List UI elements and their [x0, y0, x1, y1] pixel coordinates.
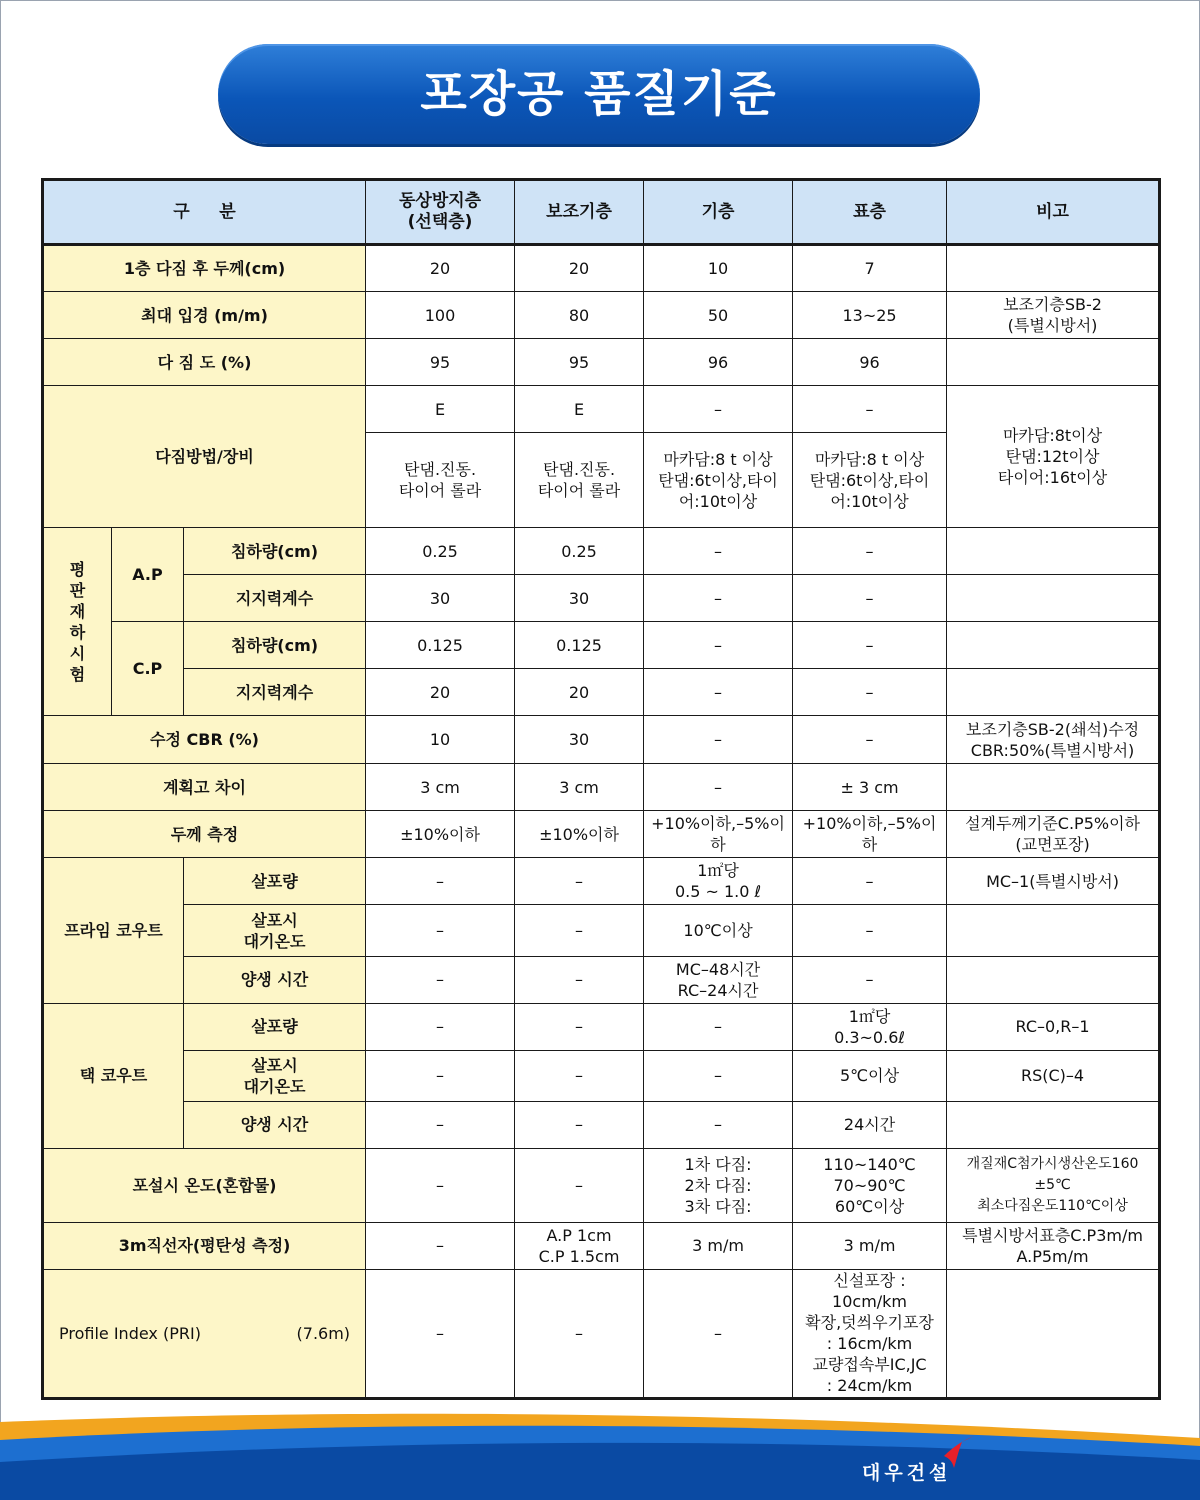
cell: 0.125	[515, 622, 644, 669]
row-label-grade: 계획고 차이	[43, 764, 366, 811]
row-label-max-size: 최대 입경 (m/m)	[43, 292, 366, 339]
cell: –	[366, 1222, 515, 1269]
cell: –	[644, 1050, 793, 1101]
note-cell	[947, 339, 1160, 386]
cell: 20	[515, 245, 644, 292]
cell: –	[515, 1003, 644, 1050]
cell: 24시간	[793, 1101, 947, 1148]
note-cell: 개질재C첨가시생산온도160 ±5℃ 최소다짐온도110℃이상	[947, 1148, 1160, 1222]
row-label-laying-temp: 포설시 온도(혼합물)	[43, 1148, 366, 1222]
table-row	[43, 622, 1160, 669]
note-cell	[947, 956, 1160, 1003]
cell: 30	[366, 575, 515, 622]
table-row	[43, 905, 1160, 956]
cell: ± 3 cm	[793, 764, 947, 811]
cell: –	[793, 622, 947, 669]
cell: –	[644, 622, 793, 669]
cell: 1차 다짐: 2차 다짐: 3차 다짐:	[644, 1148, 793, 1222]
row-label-tack-coat: 택 코우트	[43, 1003, 184, 1148]
cell: 95	[515, 339, 644, 386]
cell: 100	[366, 292, 515, 339]
table-row	[43, 1222, 1160, 1269]
header-subbase: 보조기층	[515, 180, 644, 245]
table-header-row	[43, 180, 1160, 245]
cell: –	[644, 716, 793, 764]
table-row	[43, 956, 1160, 1003]
sublabel-air-temp: 살포시 대기온도	[184, 1050, 366, 1101]
cell: –	[515, 1148, 644, 1222]
cell: –	[644, 1101, 793, 1148]
cell: –	[793, 956, 947, 1003]
header-frost-layer: 동상방지층 (선택층)	[366, 180, 515, 245]
cell: –	[515, 858, 644, 905]
note-cell: 특별시방서표층C.P3m/m A.P5m/m	[947, 1222, 1160, 1269]
sublabel-ap: A.P	[112, 528, 184, 622]
table-row	[43, 1148, 1160, 1222]
cell: –	[366, 905, 515, 956]
note-cell	[947, 764, 1160, 811]
sublabel-bearing-coef: 지지력계수	[184, 669, 366, 716]
header-category: 구 분	[43, 180, 366, 245]
cell: E	[515, 386, 644, 433]
cell: –	[515, 905, 644, 956]
cell: 30	[515, 575, 644, 622]
note-cell: RS(C)–4	[947, 1050, 1160, 1101]
cell: –	[366, 1050, 515, 1101]
sublabel-settlement: 침하량(cm)	[184, 622, 366, 669]
row-label-plate-load-test: 평 판 재 하 시 험	[43, 528, 112, 716]
cell: –	[366, 956, 515, 1003]
row-label-compaction: 다 짐 도 (%)	[43, 339, 366, 386]
cell: +10%이하,–5%이 하	[644, 811, 793, 858]
cell: 13~25	[793, 292, 947, 339]
cell: 80	[515, 292, 644, 339]
note-cell: 보조기층SB-2(쇄석)수정 CBR:50%(특별시방서)	[947, 716, 1160, 764]
sublabel-cp: C.P	[112, 622, 184, 716]
cell: –	[793, 386, 947, 433]
cell: 10℃이상	[644, 905, 793, 956]
cell: 1㎡당 0.5 ~ 1.0 ℓ	[644, 858, 793, 905]
row-label-thickness-measure: 두께 측정	[43, 811, 366, 858]
cell: –	[644, 764, 793, 811]
header-surface: 표층	[793, 180, 947, 245]
table-row	[43, 764, 1160, 811]
cell: ±10%이하	[366, 811, 515, 858]
table-row	[43, 858, 1160, 905]
table-row	[43, 811, 1160, 858]
sublabel-cure-time: 양생 시간	[184, 1101, 366, 1148]
footer-wave	[0, 1400, 1200, 1500]
header-base: 기층	[644, 180, 793, 245]
cell: –	[793, 575, 947, 622]
cell: E	[366, 386, 515, 433]
row-label-prime-coat: 프라임 코우트	[43, 858, 184, 1003]
cell: –	[366, 858, 515, 905]
cell: 110~140℃ 70~90℃ 60℃이상	[793, 1148, 947, 1222]
cell: –	[793, 669, 947, 716]
table-row	[43, 386, 1160, 433]
cell: –	[644, 1269, 793, 1398]
cell: –	[793, 528, 947, 575]
cell: –	[515, 956, 644, 1003]
page-title: 포장공 품질기준	[420, 66, 778, 122]
cell: 0.25	[366, 528, 515, 575]
note-cell	[947, 245, 1160, 292]
note-cell: RC–0,R–1	[947, 1003, 1160, 1050]
cell: 7	[793, 245, 947, 292]
note-cell	[947, 528, 1160, 575]
cell: 5℃이상	[793, 1050, 947, 1101]
row-label-pri	[43, 1269, 366, 1398]
cell: 30	[515, 716, 644, 764]
cell: –	[793, 905, 947, 956]
cell: 20	[366, 669, 515, 716]
brand-name: 대우건설	[862, 1462, 952, 1484]
cell: 96	[793, 339, 947, 386]
table-row	[43, 1269, 1160, 1398]
sublabel-settlement: 침하량(cm)	[184, 528, 366, 575]
cell: 50	[644, 292, 793, 339]
cell: –	[515, 1269, 644, 1398]
note-cell: 마카담:8t이상 탄댐:12t이상 타이어:16t이상	[947, 386, 1160, 528]
note-cell	[947, 1269, 1160, 1398]
cell: 10	[644, 245, 793, 292]
cell: 탄댐.진동. 타이어 롤라	[515, 433, 644, 528]
cell: MC–48시간 RC–24시간	[644, 956, 793, 1003]
pri-length: (7.6m)	[296, 1323, 351, 1343]
row-label-cbr: 수정 CBR (%)	[43, 716, 366, 764]
cell: 96	[644, 339, 793, 386]
cell: A.P 1cm C.P 1.5cm	[515, 1222, 644, 1269]
cell: 95	[366, 339, 515, 386]
cell: 신설포장 : 10cm/km 확장,덧씌우기포장 : 16cm/km 교량접속부IC,JC : 24cm/km	[793, 1269, 947, 1398]
cell: –	[644, 528, 793, 575]
cell: –	[366, 1003, 515, 1050]
cell: +10%이하,–5%이 하	[793, 811, 947, 858]
table-row	[43, 1003, 1160, 1050]
cell: 3 m/m	[793, 1222, 947, 1269]
cell: 1㎡당 0.3~0.6ℓ	[793, 1003, 947, 1050]
sublabel-air-temp: 살포시 대기온도	[184, 905, 366, 956]
table-row	[43, 575, 1160, 622]
sublabel-spray-amount: 살포량	[184, 858, 366, 905]
table-row	[43, 1101, 1160, 1148]
cell: –	[515, 1050, 644, 1101]
cell: 0.125	[366, 622, 515, 669]
cell: 3 cm	[366, 764, 515, 811]
table-row	[43, 1050, 1160, 1101]
cell: 3 cm	[515, 764, 644, 811]
sublabel-spray-amount: 살포량	[184, 1003, 366, 1050]
cell: 마카담:8 t 이상 탄댐:6t이상,타이 어:10t이상	[644, 433, 793, 528]
row-label-method: 다짐방법/장비	[43, 386, 366, 528]
note-cell: 설계두께기준C.P5%이하 (교면포장)	[947, 811, 1160, 858]
cell: ±10%이하	[515, 811, 644, 858]
cell: 0.25	[515, 528, 644, 575]
cell: 20	[515, 669, 644, 716]
cell: –	[366, 1101, 515, 1148]
cell: 3 m/m	[644, 1222, 793, 1269]
table-row	[43, 528, 1160, 575]
cell: –	[644, 1003, 793, 1050]
table-row	[43, 716, 1160, 764]
cell: 10	[366, 716, 515, 764]
note-cell: MC–1(특별시방서)	[947, 858, 1160, 905]
cell: –	[515, 1101, 644, 1148]
cell: –	[793, 716, 947, 764]
row-label-straightedge: 3m직선자(평탄성 측정)	[43, 1222, 366, 1269]
note-cell	[947, 669, 1160, 716]
table-row	[43, 669, 1160, 716]
note-cell	[947, 622, 1160, 669]
table-row	[43, 245, 1160, 292]
pri-label: Profile Index (PRI)	[59, 1323, 201, 1343]
table-row	[43, 292, 1160, 339]
sublabel-cure-time: 양생 시간	[184, 956, 366, 1003]
cell: 마카담:8 t 이상 탄댐:6t이상,타이 어:10t이상	[793, 433, 947, 528]
note-cell	[947, 905, 1160, 956]
cell: –	[366, 1148, 515, 1222]
quality-standard-table	[41, 178, 1161, 1400]
sublabel-bearing-coef: 지지력계수	[184, 575, 366, 622]
note-cell	[947, 1101, 1160, 1148]
header-remarks: 비고	[947, 180, 1160, 245]
table-row	[43, 339, 1160, 386]
note-cell	[947, 575, 1160, 622]
note-cell: 보조기층SB-2 (특별시방서)	[947, 292, 1160, 339]
cell: –	[644, 669, 793, 716]
cell: –	[644, 575, 793, 622]
cell: –	[366, 1269, 515, 1398]
cell: –	[793, 858, 947, 905]
cell: 20	[366, 245, 515, 292]
cell: –	[644, 386, 793, 433]
cell: 탄댐.진동. 타이어 롤라	[366, 433, 515, 528]
row-label-thickness: 1층 다짐 후 두께(cm)	[43, 245, 366, 292]
